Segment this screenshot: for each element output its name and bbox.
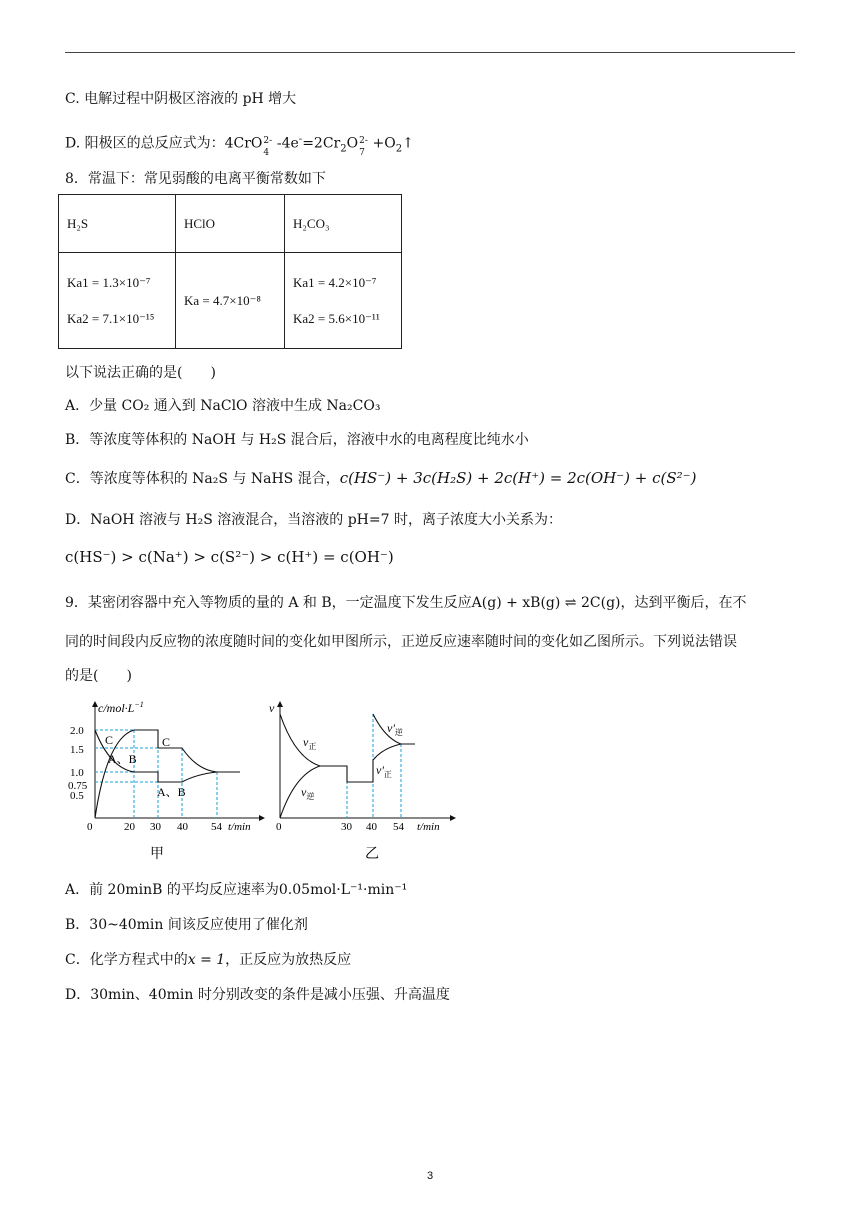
page-number: 3 bbox=[426, 1170, 434, 1182]
jia-xtick: 54 bbox=[211, 821, 222, 833]
q9-equation: A(g) + xB(g) ⇌ 2C(g) bbox=[471, 595, 621, 611]
yi-xtick: 0 bbox=[276, 821, 282, 833]
jia-xtick: 30 bbox=[150, 821, 161, 833]
q7-option-d: D. 阳极区的总反应式为：4CrO 2- 4 $-4e^-=2Cr_2O$ 2- 7 $+O_2↑$ bbox=[65, 134, 414, 158]
jia-ytick: 1.0 bbox=[70, 767, 84, 779]
ka-header-hclo: HClO bbox=[176, 195, 285, 253]
ka1-h2co3: Ka1 = 4.2×10⁻⁷ bbox=[293, 274, 377, 290]
ka-table bbox=[58, 194, 402, 349]
q9-option-b: B．30~40min 间该反应使用了催化剂 bbox=[65, 917, 308, 933]
ka-header-h2s: H₂S bbox=[59, 195, 176, 253]
q9-stem-line2: 同的时间段内反应物的浓度随时间的变化如甲图所示，正逆反应速率随时间的变化如乙图所示。下列说法错误 bbox=[65, 634, 737, 650]
header-rule bbox=[65, 52, 795, 53]
yi-xtick: 54 bbox=[393, 821, 404, 833]
jia-label-ab1: A、B bbox=[108, 752, 137, 766]
q8-stem: 8．常温下：常见弱酸的电离平衡常数如下 bbox=[65, 171, 326, 187]
q8-c-formula: c(HS⁻) + 3c(H₂S) + 2c(H⁺) = 2c(OH⁻) + c(S²⁻) bbox=[339, 469, 697, 487]
q9-stem-line1: 9．某密闭容器中充入等物质的量的 A 和 B，一定温度下发生反应A(g) + xB(g) ⇌ 2C(g)，达到平衡后，在不 bbox=[65, 595, 747, 611]
q8-option-d: D．NaOH 溶液与 H₂S 溶液混合，当溶液的 pH=7 时，离子浓度大小关系为： bbox=[65, 512, 562, 528]
yi-label-vz: $v_正$ bbox=[303, 735, 317, 751]
q9-option-d: D．30min、40min 时分别改变的条件是减小压强、升高温度 bbox=[65, 987, 450, 1003]
jia-title: 甲 bbox=[150, 847, 164, 862]
jia-ytick: 1.5 bbox=[70, 744, 84, 756]
ka2-h2co3: Ka2 = 5.6×10⁻¹¹ bbox=[293, 310, 380, 326]
chart-yi bbox=[265, 698, 460, 868]
jia-ytick: 2.0 bbox=[70, 725, 84, 737]
jia-label-ab2: A、B bbox=[157, 785, 186, 799]
yi-label-vz2: $v'_正$ bbox=[376, 763, 392, 779]
ka-cell-h2co3 bbox=[285, 253, 402, 349]
q7-option-c: C. 电解过程中阴极区溶液的 pH 增大 bbox=[65, 91, 297, 107]
jia-ylabel: $c/mol\cdot L^{-1}$ bbox=[98, 700, 144, 715]
yi-label-vn2: $v'_逆$ bbox=[387, 721, 403, 737]
jia-xtick: 20 bbox=[124, 821, 135, 833]
yi-title: 乙 bbox=[365, 847, 379, 862]
jia-xtick: 0 bbox=[87, 821, 93, 833]
q9-option-a: A．前 20minB 的平均反应速率为0.05mol·L⁻¹·min⁻¹ bbox=[65, 882, 408, 898]
yi-xlabel: t/min bbox=[417, 821, 440, 833]
q8-option-c: C．等浓度等体积的 Na₂S 与 NaHS 混合，c(HS⁻) + 3c(H₂S) + 2c(H⁺) = 2c(OH⁻) + c(S²⁻) bbox=[65, 469, 697, 487]
yi-xtick: 40 bbox=[366, 821, 377, 833]
q9-stem-line3: 的是( ) bbox=[65, 668, 132, 684]
q9-a-rate: 0.05mol·L⁻¹·min⁻¹ bbox=[278, 882, 408, 898]
yi-ylabel: v bbox=[269, 701, 275, 715]
q8-option-a: A．少量 CO₂ 通入到 NaClO 溶液中生成 Na₂CO₃ bbox=[65, 398, 381, 414]
ka-cell-hclo bbox=[176, 253, 285, 349]
q9-option-c: C．化学方程式中的x = 1，正反应为放热反应 bbox=[65, 952, 352, 968]
jia-label-c2: C bbox=[162, 735, 171, 749]
q8-question: 以下说法正确的是( ) bbox=[65, 365, 216, 381]
q9-c-var: x = 1 bbox=[187, 952, 226, 968]
jia-ytick: 0.5 bbox=[70, 790, 84, 802]
ka-header-h2co3: H₂CO₃ bbox=[285, 195, 402, 253]
q8-option-b: B．等浓度等体积的 NaOH 与 H₂S 混合后，溶液中水的电离程度比纯水小 bbox=[65, 432, 529, 448]
yi-xtick: 30 bbox=[341, 821, 352, 833]
chart-jia bbox=[62, 698, 272, 868]
yi-label-vn: $v_逆$ bbox=[301, 785, 315, 801]
jia-ytick: 0.75 bbox=[68, 780, 88, 792]
q8-d-formula: c(HS⁻) > c(Na⁺) > c(S²⁻) > c(H⁺) = c(OH⁻) bbox=[65, 548, 394, 566]
ka-cell-h2s bbox=[59, 253, 176, 349]
ka-hclo: Ka = 4.7×10⁻⁸ bbox=[184, 292, 261, 308]
ka1-h2s: Ka1 = 1.3×10⁻⁷ bbox=[67, 274, 151, 290]
jia-xlabel: t/min bbox=[228, 821, 251, 833]
ka2-h2s: Ka2 = 7.1×10⁻¹⁵ bbox=[67, 310, 155, 326]
jia-xtick: 40 bbox=[177, 821, 188, 833]
jia-label-c1: C bbox=[105, 733, 114, 747]
